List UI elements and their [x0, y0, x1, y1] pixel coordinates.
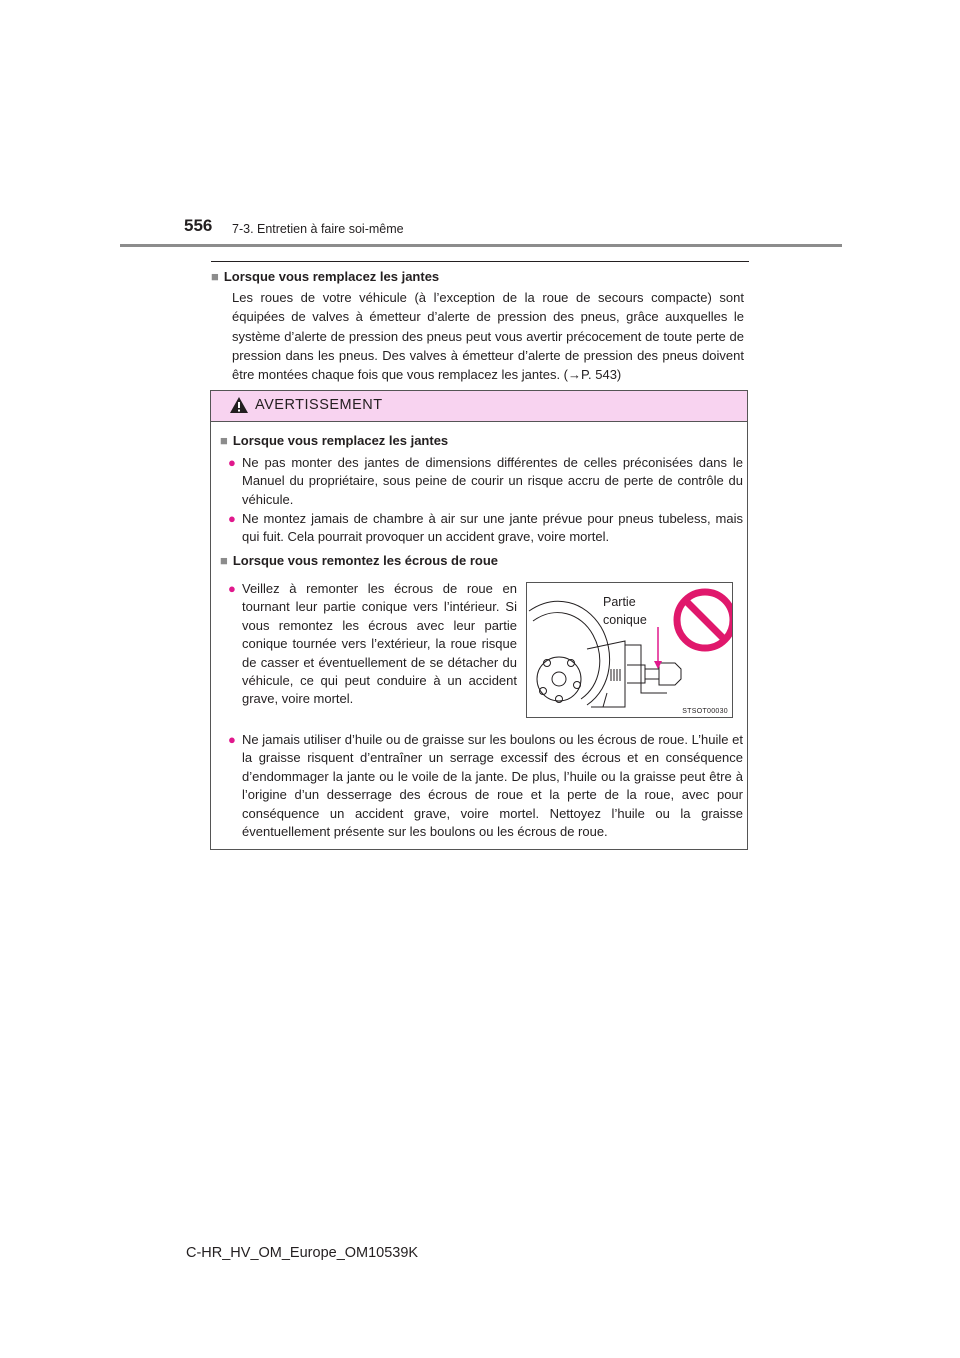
warning-section2-heading [220, 552, 498, 570]
intro-paragraph: Les roues de votre véhicule (à l’exception de la roue de secours compacte) sont équipées de valves à émetteur d’alerte de pression des pneus, grâce auxquelles le système d’alerte de pression des pneus peut vous avertir précocement de toute perte de pression dans les pneus. Des valves à émetteur d’alerte de pression des pneus doivent être montées chaque fois que vous remplacez les jantes. (→P. 543) [232, 290, 744, 383]
figure-label-line2: conique [603, 613, 647, 627]
footer-doc-id: C-HR_HV_OM_Europe_OM10539K [186, 1245, 419, 1261]
warning-box [210, 390, 748, 850]
warning-section1-heading [220, 432, 448, 450]
square-bullet-icon: ■ [220, 433, 228, 448]
list-item [228, 510, 743, 547]
warning-triangle-icon [229, 396, 249, 414]
bullet-text: Ne pas monter des jantes de dimensions différentes de celles préconisées dans le Manuel du propriétaire, sous peine de courir un risque accru de perte de contrôle du véhicule. [242, 455, 743, 507]
round-bullet-icon: ● [228, 455, 236, 470]
list-item [228, 731, 743, 841]
warning-section2-heading-text: Lorsque vous remontez les écrous de roue [232, 553, 498, 568]
round-bullet-icon: ● [228, 732, 236, 747]
bullet-text: Veillez à remonter les écrous de roue en tournant leur partie conique vers l’intérieur. Si vous remontez les écrous avec leur partie conique tournée vers l’extérieur, la roue risque de casser et éventuellement de se détacher du véhicule, ce qui peut conduire à un accident grave, voire mortel. [242, 581, 517, 707]
page-number: 556 [184, 216, 213, 235]
prohibition-icon [677, 592, 732, 648]
list-item [228, 580, 517, 709]
section-title: 7-3. Entretien à faire soi-même [232, 222, 404, 236]
round-bullet-icon: ● [228, 581, 236, 596]
intro-heading [211, 268, 744, 286]
figure-code: STSOT00030 [682, 708, 728, 715]
figure-label [603, 593, 647, 629]
warning-title: AVERTISSEMENT [255, 397, 383, 413]
square-bullet-icon: ■ [211, 269, 219, 284]
intro-section [211, 268, 744, 384]
list-item [228, 454, 743, 509]
square-bullet-icon: ■ [220, 553, 228, 568]
header-rule [120, 244, 842, 247]
bullet-text: Ne montez jamais de chambre à air sur une jante prévue pour pneus tubeless, mais qui fuit. Cela pourrait provoquer un accident grave, voire mortel. [242, 511, 743, 545]
wheel-nut-figure [526, 582, 733, 718]
bullet-text: Ne jamais utiliser d’huile ou de graisse sur les boulons ou les écrous de roue. L’huile et la graisse risquent d’entraîner un serrage excessif des écrous et en conséquence d’endommager la jante ou le voile de la jante. De plus, l’huile ou la graisse peut être à l’origine d’un desserrage des écrous de roue et la perte de la roue, avec pour conséquence un accident grave, voire mortel. Nettoyez l’huile ou la graisse éventuellement présente sur les boulons ou les écrous de roue. [242, 732, 743, 840]
warning-header [211, 391, 747, 422]
intro-heading-text: Lorsque vous remplacez les jantes [223, 269, 440, 284]
warning-section1-heading-text: Lorsque vous remplacez les jantes [232, 433, 449, 448]
figure-label-line1: Partie [603, 595, 636, 609]
round-bullet-icon: ● [228, 511, 236, 526]
body-rule [211, 261, 749, 262]
